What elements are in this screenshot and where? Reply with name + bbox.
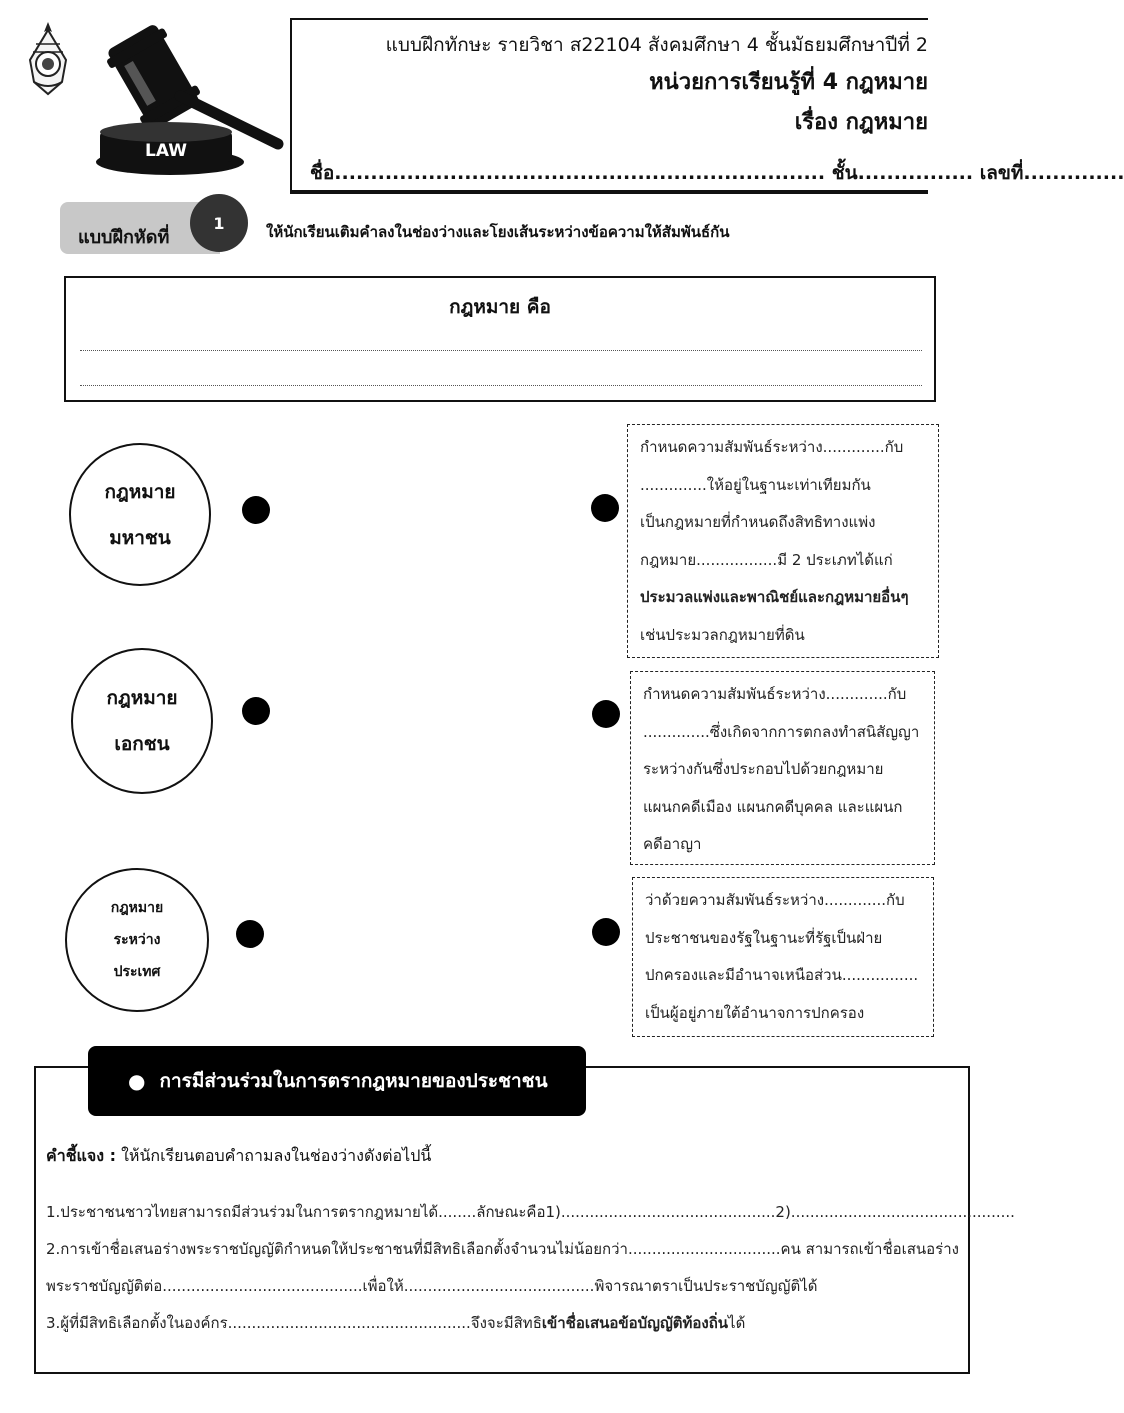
match-dot-right[interactable] [591,494,619,522]
exercise-number-badge: 1 [190,194,248,252]
term-label: ประเทศ [113,964,161,980]
description-line: ประมวลแพ่งและพาณิชย์และกฎหมายอื่นๆ [640,588,909,606]
answer-line[interactable] [80,350,922,351]
question-3-text: 3.ผู้ที่มีสิทธิเลือกตั้งในองค์กร...................................................จึงจะมีสิทธิ [46,1314,542,1332]
directive-label: คำชี้แจง : [46,1146,117,1165]
description-line: คดีอาญา [643,835,702,853]
question-2[interactable]: 2.การเข้าชื่อเสนอร่างพระราชบัญญัติกำหนดให้ประชาชนที่มีสิทธิเลือกตั้งจำนวนไม่น้อยกว่า................................คน สามารถเข้าชื่อเสนอร่าง [46,1240,959,1258]
term-label: มหาชน [109,526,171,549]
match-dot-left[interactable] [242,697,270,725]
term-circle-private-law [71,648,213,794]
description-box [627,424,939,658]
question-3-end: ได้ [728,1314,746,1332]
exercise-label: แบบฝึกหัดที่ [78,227,170,248]
match-dot-right[interactable] [592,918,620,946]
participation-title: การมีส่วนร่วมในการตรากฎหมายของประชาชน [159,1070,548,1092]
term-circle-public-law [69,443,211,586]
description-line: กฎหมาย.................มี 2 ประเภทได้แก่ [640,550,893,569]
description-line: กำหนดความสัมพันธ์ระหว่าง.............กับ [643,685,907,703]
directive [46,1144,431,1169]
match-dot-right[interactable] [592,700,620,728]
description-line: เป็นกฎหมายที่กำหนดถึงสิทธิทางแพ่ง [640,513,876,531]
term-label: กฎหมาย [104,480,176,503]
description-line: ..............ซึ่งเกิดจากการตกลงทำสนิสัญญา [643,722,920,741]
match-dot-left[interactable] [236,920,264,948]
term-label: เอกชน [114,733,170,755]
question-2-continued[interactable]: พระราชบัญญัติต่อ..........................................เพื่อให้........................................พิจารณาตราเป็นประราชบัญญัติได้ [46,1277,818,1295]
term-label: กฎหมาย [110,900,164,916]
term-label: กฎหมาย [106,687,178,709]
answer-line[interactable] [80,385,922,386]
description-box [630,671,935,865]
school-emblem-icon [22,20,74,98]
participation-banner [88,1046,586,1116]
subject-line: แบบฝึกทักษะ รายวิชา ส22104 สังคมศึกษา 4 ชั้นมัธยมศึกษาปีที่ 2 [385,34,928,56]
description-line: ..............ให้อยู่ในฐานะเท่าเทียมกัน [640,475,871,494]
question-3[interactable] [46,1311,745,1335]
definition-title: กฎหมาย คือ [449,296,551,318]
bullet-icon: ● [128,1069,146,1093]
exercise-instruction: ให้นักเรียนเติมคำลงในช่องว่างและโยงเส้นระหว่างข้อความให้สัมพันธ์กัน [266,223,730,241]
topic-title: เรื่อง กฎหมาย [794,110,928,135]
description-line: ประชาชนของรัฐในฐานะที่รัฐเป็นฝ่าย [645,928,883,947]
description-line: เป็นผู้อยู่ภายใต้อำนาจการปกครอง [645,1003,865,1022]
question-1[interactable]: 1.ประชาชนชาวไทยสามารถมีส่วนร่วมในการตรากฎหมายได้........ลักษณะคือ1).............................................2)............................................... [46,1203,1015,1221]
question-3-emphasis: เข้าชื่อเสนอข้อบัญญัติท้องถิ่น [541,1314,729,1332]
match-dot-left[interactable] [242,496,270,524]
term-circle-international-law [65,868,209,1012]
gavel-label: LAW [145,141,187,161]
description-box [632,877,934,1037]
term-label: ระหว่าง [113,932,161,948]
description-line: เช่นประมวลกฎหมายที่ดิน [640,625,805,644]
description-line: แผนกคดีเมือง แผนกคดีบุคคล และแผนก [643,797,903,816]
directive-text: ให้นักเรียนตอบคำถามลงในช่องว่างดังต่อไปนี้ [116,1146,432,1165]
description-line: ว่าด้วยความสัมพันธ์ระหว่าง.............กับ [645,891,905,909]
description-line: ระหว่างกันซึ่งประกอบไปด้วยกฎหมาย [643,760,884,778]
unit-title: หน่วยการเรียนรู้ที่ 4 กฎหมาย [649,70,928,95]
name-line[interactable]: ชื่อ.................................................................... ชั้น................ เลขที่.............. [310,162,1124,184]
description-line: กำหนดความสัมพันธ์ระหว่าง.............กับ [640,438,904,456]
description-line: ปกครองและมีอำนาจเหนือส่วน................ [645,966,919,984]
gavel-icon [90,20,290,180]
